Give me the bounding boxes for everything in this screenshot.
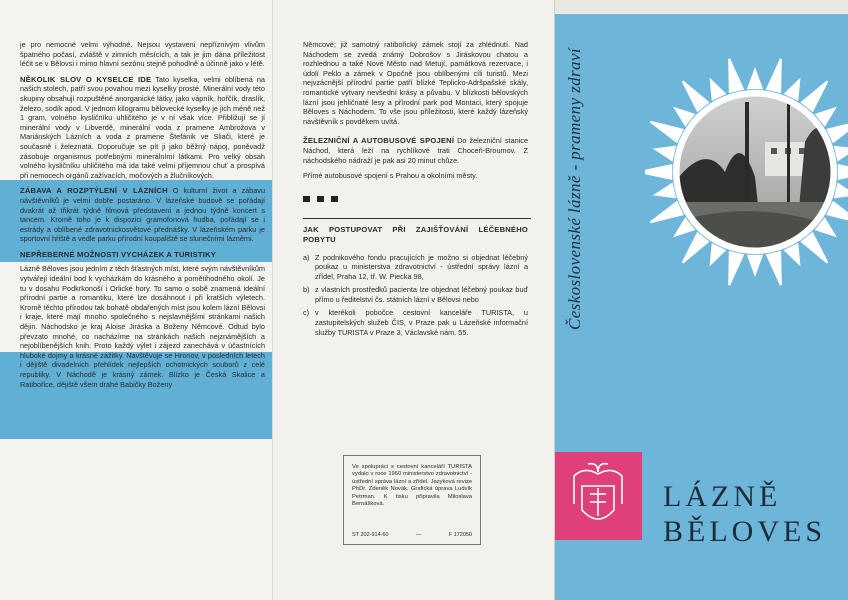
sun-ray: [729, 59, 743, 92]
fountain-crest-icon: [554, 452, 642, 540]
sun-ray: [711, 80, 725, 99]
sun-ray: [650, 122, 682, 142]
print-code-mid: —: [415, 531, 422, 538]
cover-panel: [554, 0, 848, 600]
vychazky-paragraph: Lázně Běloves jsou jedním z těch šťastných míst, které svým návštěvníkům vytvářejí ideální bod k vycházkám do krásného a pomětihodného okolí. Je tu v dosahu Podkrkonoší i Orlické hory. To samo o sobě znamená ideální přírodní partie a romantiku, které lze dosáhnout i při kratších výletech. Kromě těchto přírodou tak bohatě obdařených míst jsou kolem lázní Bělovsi i kraje, které mají mnoho společného s nejslavnějšími stránkami našich dějin. Náchodsko je kraj Aloise Jiráska a Boženy Němcové. Odtud bylo převzato mnohé, co nacházíme na stránkách našich nejznámějších a nejoblíbenějších knih. Proto každý výlet i zájezd zanechává v účastnících hluboké dojmy a krásné zážitky. Navštěvuje se Hronov, v posledních letech i dějiště divadelních přehlídek nejlepších ochotnických souborů z celé republiky. V Náchodě je krásný zámek. Blízko je Česká Skalice a Ratibořice, dějiště všem drahé Babičky Boženy: [20, 264, 265, 389]
imprint-box: [343, 455, 481, 545]
middle-column-text: [303, 40, 528, 341]
intro-paragraph: je pro nemocné velmi výhodné. Nejsou vystaveni nepříznivým vlivům špatného počasí, zvláště v zimních měsících, a tak je jim dána příležitost léčit se v Bělovsi i mimo hlavní sezónu stejně pohodlně a účinně jako v létě.: [20, 40, 265, 69]
sun-ray: [828, 202, 848, 222]
middle-panel: [272, 0, 555, 600]
sun-ray: [835, 184, 848, 197]
zabava-paragraph: O kulturní život a zábavu návštěvníků je velmi dobře postaráno. V lázeňské budově se pořádají dvakrát až třikrát týdně filmová představení a jednou týdně koncert s tancem. Kromě toho je k dispozici gramofonová hudba, pořádají se i estrády a oblíbené zdravotnickosvětové přednášky. V lázeňském parku je sportovní hřiště a vedle parku přírodní koupaliště se slunečními lázněmi.: [20, 186, 266, 244]
sun-ray: [729, 252, 743, 285]
divider-line: [303, 218, 531, 219]
left-column-text: [20, 40, 265, 395]
step-c: c) v kterékoli pobočce cestovní kanceláře TURISTA, u zastupitelských služeb ČIS, v Praze pak u Lázeňské informační služby TURISTA v Praze 3, Václavské nám. 55.: [303, 308, 528, 337]
sun-ray: [748, 70, 761, 88]
divider-square: [331, 196, 338, 202]
sun-ray: [683, 233, 708, 262]
heading-zabava: ZÁBAVA A ROZPTÝLENÍ V LÁZNÍCH: [20, 186, 168, 196]
sun-ray: [785, 80, 799, 99]
sun-ray: [828, 122, 848, 142]
sun-ray: [839, 165, 848, 178]
sun-ray: [656, 147, 675, 160]
heading-spojeni: ŽELEZNIČNÍ A AUTOBUSOVÉ SPOJENÍ: [303, 136, 455, 146]
sun-ray: [767, 59, 781, 92]
steps-list: [303, 253, 528, 338]
imprint-text: Ve spolupráci s cestovní kanceláří TURISTA vydalo v roce 1960 ministerstvo zdravotnictví - ústřední správa lázní a zřídel. Jazyková revize PhDr. Zdeněk Novák. Grafická úprava Ludvík Petrman. K tisku připravila Miloslava Bernášková.: [352, 464, 472, 508]
heading-postup: JAK POSTUPOVAT PŘI ZAJIŠŤOVÁNÍ LÉČEBNÉHO POBYTU: [303, 225, 528, 244]
cover-vertical-slogan: Československé lázně - prameny zdraví: [565, 47, 584, 330]
sun-ray: [650, 202, 682, 222]
sun-ray: [748, 256, 761, 274]
cover-title-line2: BĚLOVES: [663, 515, 826, 548]
nemcove-paragraph: Němcové; již samotný ratibořický zámek stojí za zhlédnutí. Nad Náchodem se zvedá známý Dobrošov s Jiráskovou chatou a rozhlednou a také Nové Město nad Metují, památková rezervace, i údolí Peklo a zámek v Opočně jsou oblíbenými cíli turistů. Mezi nejvzácnější přírodní partie patří blízké Teplicko-Adršpašské skály, romantické výtvary nevšední krásy a půvabu. V blízkosti bělovských lázní jsou jehličnaté lesy a přírodní park pod Montaci, který spojuje Běloves s Náchodem. To vše jsou příležitosti, které každý lázeňský návštěvník s povděkem uvítá.: [303, 40, 528, 126]
sun-ray: [767, 252, 781, 285]
step-b: b) z vlastních prostředků pacienta lze objednat léčebný poukaz buď přímo u ředitelství čs. státních lázní v Bělovsi nebo: [303, 285, 528, 304]
kyselka-paragraph: Tato kyselka, velmi oblíbená na našich stolech, patří svou povahou mezi kyselky prosté. Minerální vody této skupiny obsahují rozpuštěné anorganické látky, jako vápník, hořčík, draslík, železo, sodík apod. V jednom kilogramu bělovecké kyselky je jich méně než 1 gram, volného kysličníku uhličitého je v ní však více. Přibližují se jí minerální vody v Libverdě, minerální voda z pramene Ambrožova v Mariánských Lázních a voda z pramene Štefánik ve Sliači, které je současně i železnatá. Doporučuje se pít ji jako běžný nápoj, poněvadž zásobuje organismus potřebnými minerálními látkami. Pro velký obsah volného kysličníku uhličitého má ida také velmi příjemnou chuť a prospívá při nemocech orgánů zažívacích, močových a žlučníkových.: [20, 74, 265, 180]
print-code-left: ST 202-914-60: [352, 531, 389, 538]
step-a: a) Z podnikového fondu pracujících je možno si objednat léčebný poukaz u ministerstva zdravotnictví - ústřední správy lázní a zřídel, Praha 12, tř. W. Piecka 98,: [303, 252, 528, 281]
sun-ray: [711, 245, 725, 264]
sun-ray: [802, 233, 827, 262]
bus-paragraph: Přímé autobusové spojení s Prahou a okolními městy.: [303, 171, 478, 181]
spa-emblem-badge: [554, 452, 642, 540]
sun-ray: [656, 184, 675, 197]
sun-ray: [802, 81, 827, 110]
rail-paragraph: Do železniční stanice Náchod, která leží na rychlíkové trati Choceň-Broumov. Z náchodského nádraží je pak asi 20 minut chůze.: [303, 136, 529, 165]
sun-photo-emblem: [645, 22, 848, 322]
divider-square: [303, 196, 310, 202]
sun-ray: [645, 165, 671, 178]
section-divider-squares: [303, 195, 528, 205]
left-panel: [0, 0, 272, 600]
cover-title-line1: LÁZNĚ: [663, 480, 782, 513]
sun-ray: [835, 147, 848, 160]
heading-kyselka: NĚKOLIK SLOV O KYSELCE IDE: [20, 74, 152, 84]
sun-ray: [785, 245, 799, 264]
heading-vychazky: NEPŘEBERNÉ MOŽNOSTI VYCHÁZEK A TURISTIKY: [20, 249, 217, 259]
divider-square: [317, 196, 324, 202]
sun-ray: [683, 81, 708, 110]
print-code-right: F 172050: [448, 531, 472, 538]
